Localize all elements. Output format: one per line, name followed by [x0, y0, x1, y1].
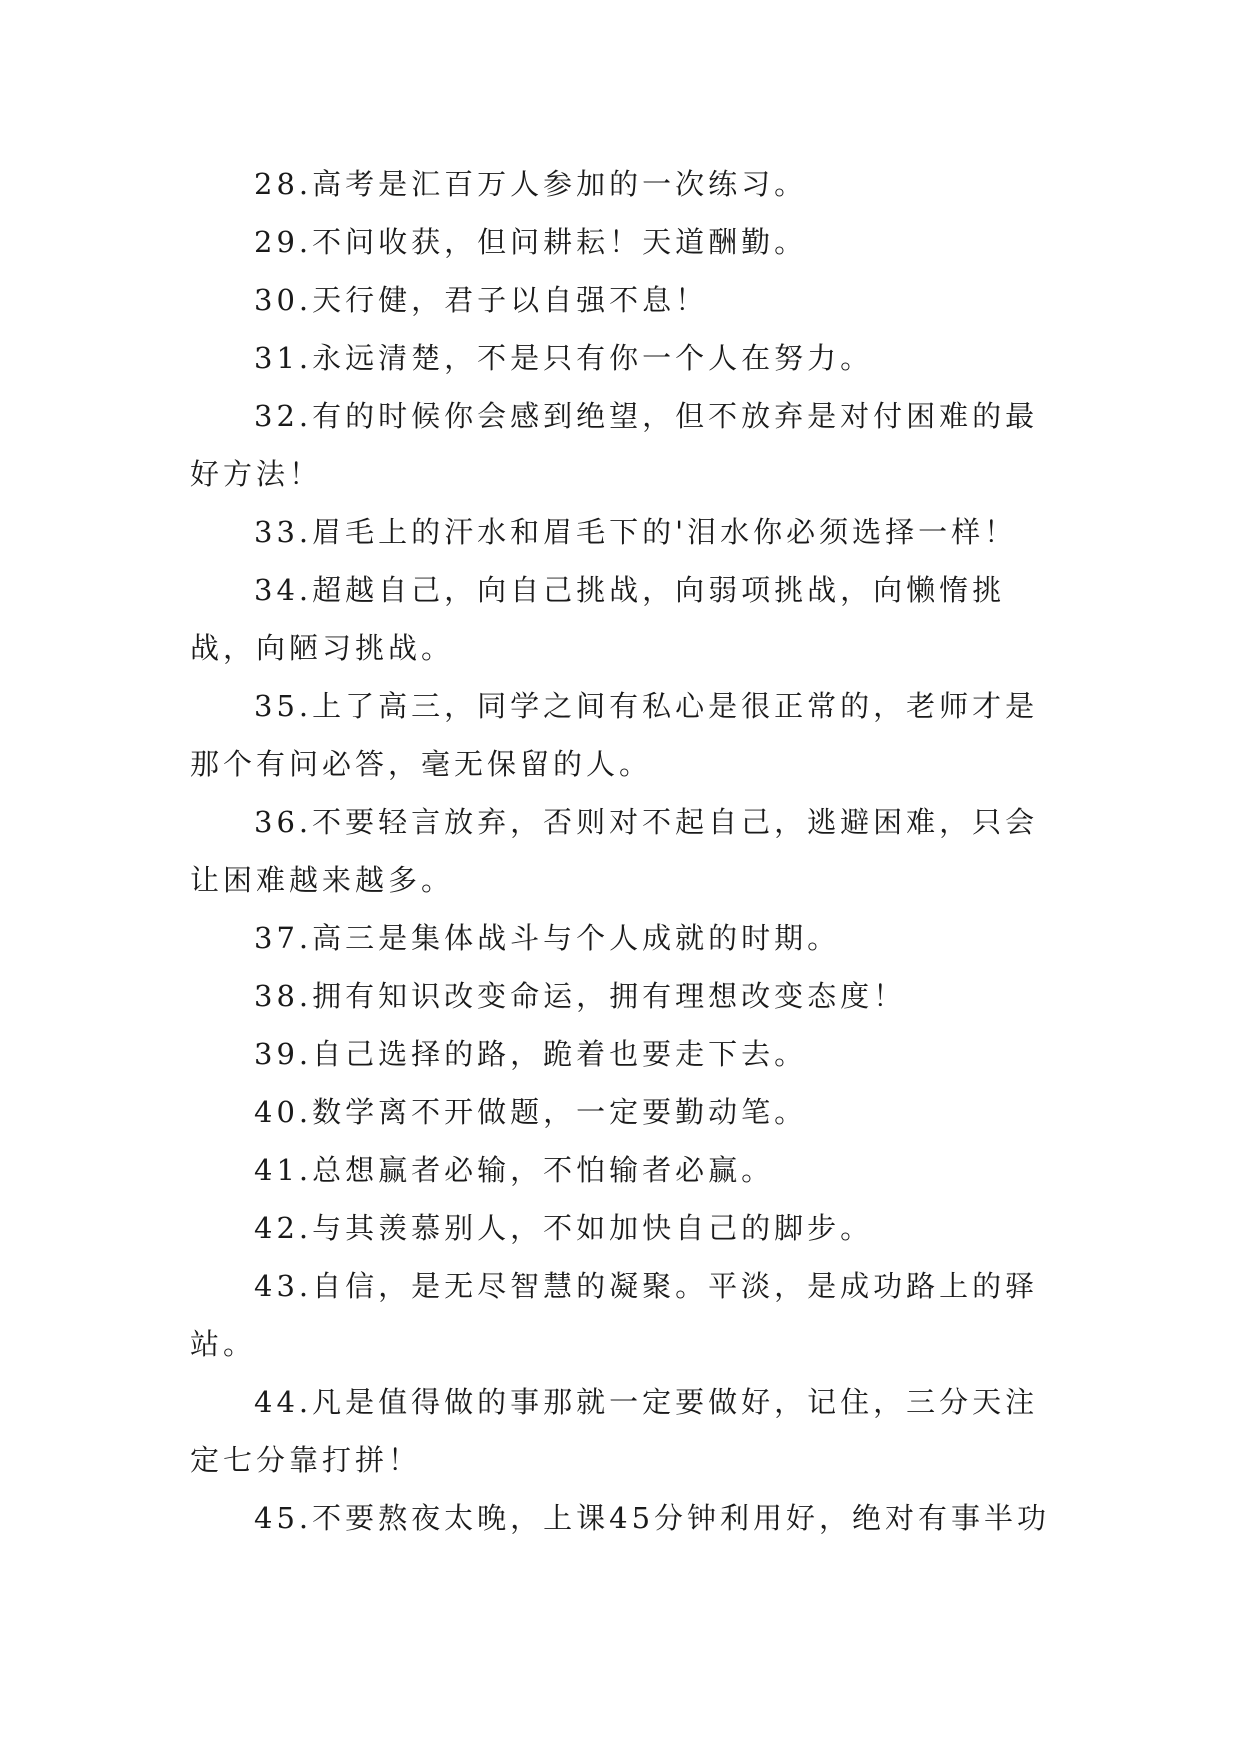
paragraph-37: 37.高三是集体战斗与个人成就的时期。: [254, 921, 841, 955]
paragraph-38: 38.拥有知识改变命运，拥有理想改变态度！: [254, 979, 907, 1013]
paragraph-41: 41.总想赢者必输，不怕输者必赢。: [254, 1153, 775, 1187]
paragraph-44: 44.凡是值得做的事那就一定要做好，记住，三分天注定七分靠打拼！: [190, 1385, 1039, 1477]
paragraph-42: 42.与其羡慕别人，不如加快自己的脚步。: [254, 1211, 874, 1245]
paragraph-29: 29.不问收获，但问耕耘！天道酬勤。: [254, 225, 808, 259]
paragraph-33: 33.眉毛上的汗水和眉毛下的'泪水你必须选择一样！: [254, 515, 1018, 549]
paragraph-40: 40.数学离不开做题，一定要勤动笔。: [254, 1095, 808, 1129]
paragraph-39: 39.自己选择的路，跪着也要走下去。: [254, 1037, 808, 1071]
paragraph-34: 34.超越自己，向自己挑战，向弱项挑战，向懒惰挑战，向陋习挑战。: [190, 573, 1006, 665]
paragraph-30: 30.天行健，君子以自强不息！: [254, 283, 709, 317]
paragraph-31: 31.永远清楚，不是只有你一个人在努力。: [254, 341, 874, 375]
paragraph-28: 28.高考是汇百万人参加的一次练习。: [254, 167, 808, 201]
paragraph-35: 35.上了高三，同学之间有私心是很正常的，老师才是那个有问必答，毫无保留的人。: [190, 689, 1039, 781]
document-body: [190, 155, 1070, 1547]
paragraph-36: 36.不要轻言放弃，否则对不起自己，逃避困难，只会让困难越来越多。: [190, 805, 1039, 897]
paragraph-45: 45.不要熬夜太晚，上课45分钟利用好，绝对有事半功: [254, 1501, 1051, 1535]
paragraph-43: 43.自信，是无尽智慧的凝聚。平淡，是成功路上的驿站。: [190, 1269, 1039, 1361]
paragraph-32: 32.有的时候你会感到绝望，但不放弃是对付困难的最好方法！: [190, 399, 1039, 491]
